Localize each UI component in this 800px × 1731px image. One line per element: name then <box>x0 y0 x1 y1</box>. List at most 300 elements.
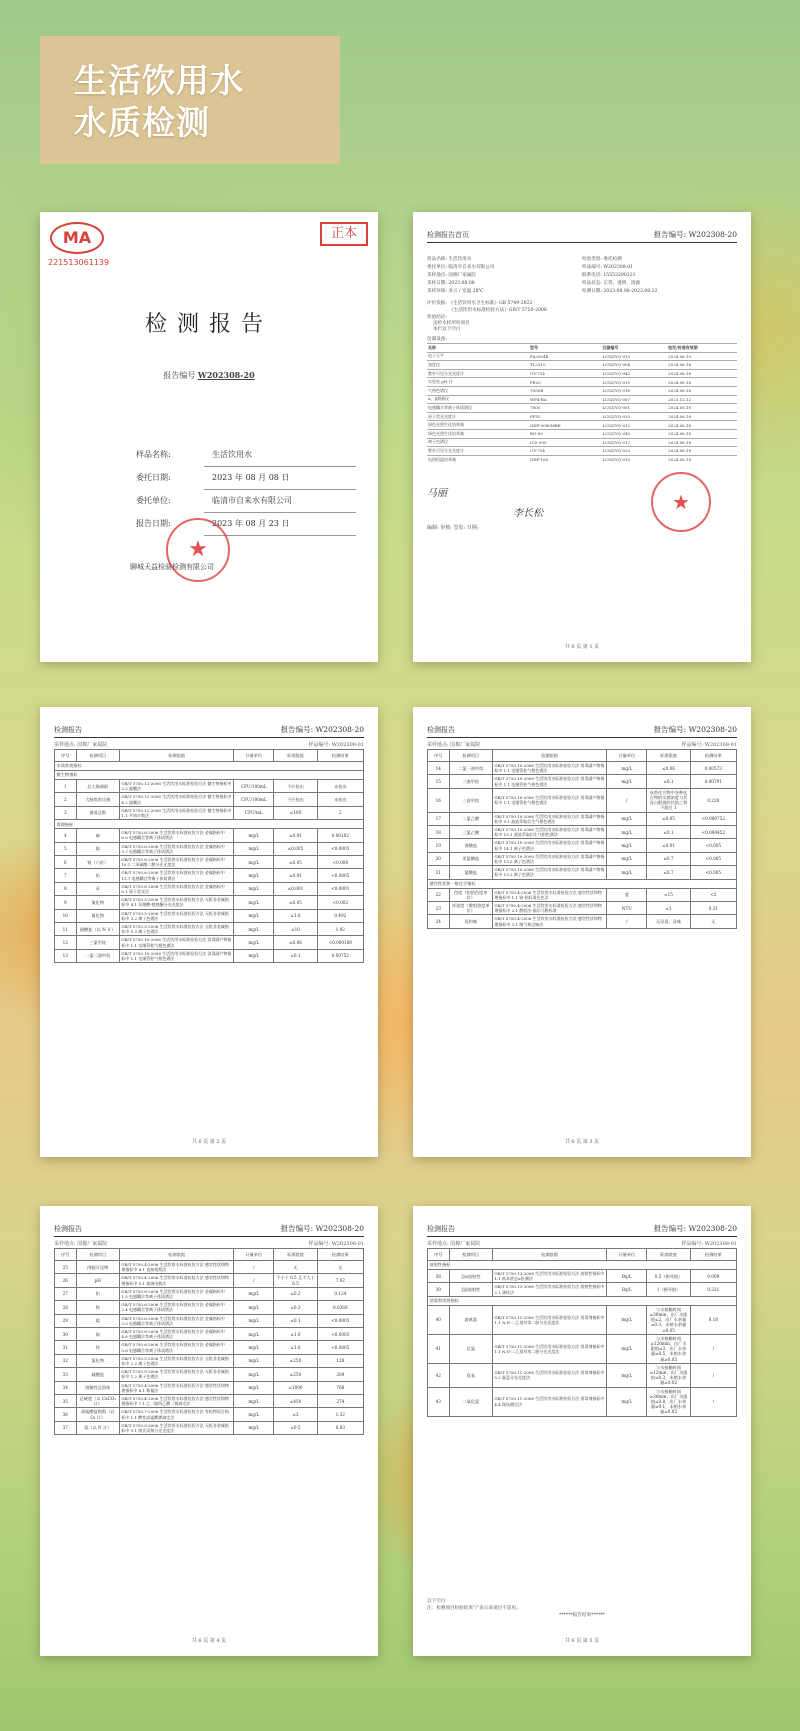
results-head-cell: 序号 <box>55 750 77 762</box>
results-head-cell: 检测项目 <box>449 1249 492 1261</box>
results-head-cell: 检测项目 <box>76 1249 119 1261</box>
equipment-cell: LCSZ/YQ-012 <box>601 421 667 430</box>
results-row <box>55 1368 364 1381</box>
original-copy-stamp: 正本 <box>320 222 368 246</box>
evaluation-basis <box>427 300 737 314</box>
sampling-site: 采样地点: 国棉厂家属院 <box>427 742 481 748</box>
results-head-cell: 检测结果 <box>690 750 736 762</box>
equipment-cell: 原子荧光光度计 <box>427 412 529 421</box>
results-cell-result: 1.32 <box>317 1408 363 1421</box>
results-cell-item: 溶解性总固体 <box>76 1381 119 1394</box>
results-cell-no: 7 <box>55 869 77 882</box>
results-cell-limit: ≤10 <box>274 923 317 936</box>
results-cell-method: GB/T 5750.4-2006 生活饮用水标准检验方法 感官性状和物理指标中 2.1 散射法-福尔马肼标准 <box>492 902 606 915</box>
page-header <box>427 226 737 240</box>
results-cell-limit: ≤1000 <box>274 1381 317 1394</box>
results-cell-item: 硝酸盐（以 N 计） <box>76 923 119 936</box>
cover-field-row <box>136 444 356 467</box>
equipment-cell: LCSZ/YQ-016 <box>601 386 667 395</box>
results-row <box>55 856 364 869</box>
results-cell-method: GB/T 5750.13-2006 生活饮用水标准检验方法 放射性指标中 1.1 低本底总α检测法 <box>492 1270 606 1283</box>
results-cell-item: 二氯乙酸 <box>449 812 492 825</box>
equipment-cell: LCSZ/YQ-010 <box>601 455 667 463</box>
equipment-cell: 2024.06.16 <box>667 378 737 387</box>
results-row <box>428 839 737 852</box>
conclusion-label: 检验结论: <box>427 315 447 320</box>
report-end: ******报告结束****** <box>559 1613 605 1618</box>
results-cell-unit: mg/L <box>234 1395 274 1408</box>
equipment-row <box>427 412 737 421</box>
results-cell-unit: mg/L <box>234 1287 274 1300</box>
equipment-cell: FA2004B <box>529 352 601 361</box>
page-header-report-no: 报告编号: W202308-20 <box>653 725 737 734</box>
results-cell-unit: mg/L <box>234 856 274 869</box>
equipment-cell: 绿色光照生化培养箱 <box>427 429 529 438</box>
results-cell-method: GB/T 5750.4-2006 生活饮用水标准检验方法 感官性状和物理指标中 3.1 嗅气和尝味法 <box>492 915 606 928</box>
results-cell-unit: CFU/100mL <box>234 793 274 806</box>
results-cell-item: 氰化物 <box>76 896 119 909</box>
results-cell-no: 30 <box>55 1328 77 1341</box>
results-cell-result: <0.0005 <box>317 1314 363 1327</box>
results-group-row <box>428 879 737 888</box>
results-row <box>428 775 737 788</box>
results-cell-item: 铜 <box>76 1328 119 1341</box>
results-row <box>55 1328 364 1341</box>
remark-text: 本栏以下空白 <box>433 327 461 332</box>
results-group-row <box>428 1261 737 1270</box>
results-cell-method: GB/T 5750.6-2006 生活饮用水标准检验方法 金属指标中 3.5 电感耦合等离子体质谱法 <box>119 1314 233 1327</box>
remark <box>427 326 737 333</box>
equipment-cell: LCSZ/YQ-001 <box>601 404 667 413</box>
basis-item: 《生活饮用水标准检验方法》GB/T 5750-2006 <box>449 308 547 313</box>
results-cell-limit: 不应检出 <box>274 793 317 806</box>
equipment-list <box>427 336 737 463</box>
results-cell-unit: mg/L <box>234 909 274 922</box>
cover-field-value: 2023 年 08 月 08 日 <box>204 467 356 490</box>
results-cell-result: 0.00573 <box>690 762 736 775</box>
results-group-label: 微生物指标 <box>55 771 364 780</box>
results-cell-method: GB/T 5750.4-2006 生活饮用水标准检验方法 感官性状和物理指标中 5.1 玻璃电极法 <box>119 1274 233 1287</box>
equipment-row <box>427 404 737 413</box>
results-cell-method: GB/T 5750.6-2006 生活饮用水标准检验方法 金属指标中 10.1 二苯碳酰二肼分光光度法 <box>119 856 233 869</box>
results-cell-result: 0.009 <box>690 1270 736 1283</box>
results-cell-unit: mg/L <box>607 852 647 865</box>
results-cell-result: <0.000180 <box>317 936 363 949</box>
results-head-cell: 检测依据 <box>492 1249 606 1261</box>
results-cell-item: 总α放射性 <box>449 1270 492 1283</box>
results-cell-unit: mg/L <box>234 936 274 949</box>
results-row <box>55 780 364 793</box>
equipment-cell: 紫外可见分光光度计 <box>427 369 529 378</box>
equip-head-cell: 型号 <box>529 344 601 353</box>
results-row <box>428 852 737 865</box>
cover-field-label: 报告日期: <box>136 519 171 528</box>
results-cell-no: 32 <box>55 1354 77 1367</box>
results-cell-result: <0.005 <box>690 839 736 852</box>
page-header-title: 检测报告 <box>54 1225 82 1233</box>
results-group-row <box>55 762 364 771</box>
cover-field-value: 2023 年 08 月 23 日 <box>204 513 356 536</box>
results-cell-no: 9 <box>55 896 77 909</box>
cover-title: 检测报告 <box>144 312 273 337</box>
page-footer: 共 6 页 第 1 页 <box>564 644 600 650</box>
results-cell-unit: / <box>607 788 647 812</box>
equipment-cell: 2024.06.18 <box>667 412 737 421</box>
results-cell-no: 40 <box>428 1305 450 1334</box>
results-cell-no: 43 <box>428 1387 450 1416</box>
equipment-cell: 绿色光照生化培养箱 <box>427 421 529 430</box>
page-subheader <box>54 741 364 748</box>
results-cell-no: 28 <box>55 1301 77 1314</box>
results-cell-no: 2 <box>55 793 77 806</box>
results-cell-item: 浑浊度（散射浊度单位） <box>449 902 492 915</box>
equipment-cell: UV-754 <box>529 447 601 456</box>
results-group-label: 放射性指标 <box>428 1261 737 1270</box>
results-cell-no: 42 <box>428 1363 450 1387</box>
results-cell-unit: mg/L <box>607 1387 647 1416</box>
sampling-site: 采样地点: 国棉厂家属院 <box>54 742 108 748</box>
results-cell-no: 26 <box>55 1274 77 1287</box>
results-cell-method: GB/T 5750.5-2006 生活饮用水标准检验方法 无机非金属指标中 4.1 异烟酸-吡唑酮分光光度法 <box>119 896 233 909</box>
results-cell-no: 36 <box>55 1408 77 1421</box>
results-cell-result: 0.00752 <box>317 949 363 962</box>
results-row <box>428 826 737 839</box>
results-cell-unit: mg/L <box>234 869 274 882</box>
results-cell-item: pH <box>76 1274 119 1287</box>
results-head-cell: 标准限值 <box>274 750 317 762</box>
results-head-cell: 检测结果 <box>317 1249 363 1261</box>
results-cell-result: <0.000452 <box>690 826 736 839</box>
results-cell-result: 无 <box>690 915 736 928</box>
results-row <box>55 1421 364 1434</box>
sample-info-row <box>427 256 737 264</box>
results-head-cell: 序号 <box>428 750 450 762</box>
equipment-cell: 2024.06.16 <box>667 369 737 378</box>
results-cell-no: 27 <box>55 1287 77 1300</box>
results-cell-limit: ≤0.1 <box>274 1314 317 1327</box>
results-cell-item: 二氯一溴甲烷 <box>449 762 492 775</box>
results-cell-limit: ≤0.2 <box>274 1287 317 1300</box>
results-cell-limit: 0.5（指导值） <box>647 1270 690 1283</box>
equipment-cell: 2024.06.18 <box>667 447 737 456</box>
info-cell: 样品状态: 正常、透明、清澈 <box>582 281 641 286</box>
results-head-row <box>428 1249 737 1261</box>
results-row <box>428 762 737 775</box>
equipment-cell: WF4-RA <box>529 395 601 404</box>
equipment-cell: LCSZ/YQ-067 <box>601 395 667 404</box>
results-row <box>428 1283 737 1296</box>
results-cell-method: GB/T 5750.10-2006 生活饮用水标准检验方法 消毒副产物指标中 1.1 毛细管柱气相色谱法 <box>492 775 606 788</box>
results-cell-method: GB/T 5750.6-2006 生活饮用水标准检验方法 金属指标中 5.6 电感耦合等离子体质谱法 <box>119 1341 233 1354</box>
equipment-cell: 7800 <box>529 404 601 413</box>
results-cell-result: 0.124 <box>317 1287 363 1300</box>
page-header <box>54 1220 364 1234</box>
results-row <box>55 923 364 936</box>
cma-number: 221513061139 <box>48 258 110 267</box>
conclusion-value: 送检水样所检项目 <box>433 321 470 326</box>
results-cell-method: GB/T 5750.4-2006 生活饮用水标准检验方法 感官性状和物理指标中 7.1 乙二胺四乙酸二钠滴定法 <box>119 1395 233 1408</box>
results-cell-unit: mg/L <box>234 1354 274 1367</box>
equipment-cell: FE20 <box>529 378 601 387</box>
results-cell-limit: ≤0.05 <box>647 812 690 825</box>
results-cell-no: 20 <box>428 852 450 865</box>
results-cell-method: GB/T 5750.4-2006 生活饮用水标准检验方法 感官性状和物理指标中 4.1 直接观察法 <box>119 1261 233 1274</box>
results-cell-unit: mg/L <box>234 1381 274 1394</box>
results-cell-method: GB/T 5750.10-2006 生活饮用水标准检验方法 消毒副产物指标中 1.1 毛细管柱气相色谱法 <box>119 936 233 949</box>
sample-number: 样品编号: W202308-01 <box>681 742 737 748</box>
sample-info-row <box>427 280 737 288</box>
results-cell-no: 25 <box>55 1261 77 1274</box>
results-cell-limit: ≤450 <box>274 1395 317 1408</box>
results-cell-no: 5 <box>55 842 77 855</box>
header-rule <box>427 1236 737 1237</box>
results-cell-limit: ≤0.1 <box>647 826 690 839</box>
results-cell-method: GB/T 5750.11-2006 生活饮用水标准检验方法 消毒剂指标中 4.4 现场测定法 <box>492 1387 606 1416</box>
sampling-site: 采样地点: 国棉厂家属院 <box>427 1241 481 1247</box>
equipment-row <box>427 386 737 395</box>
results-cell-item: 汞 <box>76 882 119 895</box>
results-group-row <box>55 771 364 780</box>
results-row <box>55 869 364 882</box>
equipment-cell: LCSZ/YQ-013 <box>601 352 667 361</box>
results-cell-item: 菌落总数 <box>76 806 119 819</box>
results-cell-unit: mg/L <box>234 923 274 936</box>
blank-note: 以下空白 <box>427 1599 446 1604</box>
results-cell-unit: mg/L <box>234 829 274 842</box>
results-cell-unit: mg/L <box>607 762 647 775</box>
results-cell-method: GB/T 5750.6-2006 生活饮用水标准检验方法 金属指标中 11.7 电感耦合等离子体质谱法 <box>119 869 233 882</box>
results-table <box>427 749 737 929</box>
results-head-cell: 标准限值 <box>647 750 690 762</box>
results-cell-limit: ≤0.3 <box>274 1301 317 1314</box>
page-header-report-no: 报告编号: W202308-20 <box>653 1224 737 1233</box>
results-cell-result: <0.005 <box>690 852 736 865</box>
results-head-cell: 检测项目 <box>449 750 492 762</box>
results-cell-no: 18 <box>428 826 450 839</box>
results-row <box>428 915 737 928</box>
results-page-5 <box>413 1206 751 1656</box>
results-row <box>428 888 737 901</box>
results-cell-no: 33 <box>55 1368 77 1381</box>
results-cell-limit: ≤1.0 <box>274 909 317 922</box>
equipment-cell: 2024.06.18 <box>667 455 737 463</box>
equipment-label: 仪器设备: <box>427 337 447 342</box>
results-cell-result: 209 <box>317 1368 363 1381</box>
banner-line-2: 水质检测 <box>74 103 210 142</box>
results-cell-result: 0.220 <box>690 788 736 812</box>
equipment-cell: LCSZ/YQ-042 <box>601 369 667 378</box>
results-cell-result: 0.00791 <box>690 775 736 788</box>
results-row <box>55 1314 364 1327</box>
results-cell-unit: CFU/100mL <box>234 780 274 793</box>
results-cell-item: 二氧化氯 <box>449 1387 492 1416</box>
results-cell-limit: ≤15 <box>647 888 690 901</box>
results-head-cell: 标准限值 <box>274 1249 317 1261</box>
results-cell-no: 19 <box>428 839 450 852</box>
results-row <box>55 1287 364 1300</box>
results-cell-no: 13 <box>55 949 77 962</box>
results-cell-no: 29 <box>55 1314 77 1327</box>
results-cell-unit: mg/L <box>234 1408 274 1421</box>
official-seal-icon: ★ <box>166 518 230 582</box>
results-cell-result: 128 <box>317 1354 363 1367</box>
equipment-row <box>427 447 737 456</box>
results-cell-limit: 不应检出 <box>274 780 317 793</box>
equipment-cell: UV-754 <box>529 369 601 378</box>
results-cell-no: 22 <box>428 888 450 901</box>
info-cell: 联系电话: 15553290321 <box>582 273 636 278</box>
equipment-cell: 电感耦合等离子体质谱仪 <box>427 404 529 413</box>
results-cell-result: 0.0368 <box>317 1301 363 1314</box>
equip-head-cell: 检定/校准有效期 <box>667 344 737 353</box>
equipment-cell: 2024.06.18 <box>667 429 737 438</box>
equipment-cell: LCSZ/YQ-015 <box>601 378 667 387</box>
cover-field-row <box>136 467 356 490</box>
results-cell-method: GB/T 5750.10-2006 生活饮用水标准检验方法 消毒副产物指标中 10.1 液液萃取衍生气相色谱法 <box>492 826 606 839</box>
results-group-label: 感官性状和一般化学指标 <box>428 879 737 888</box>
results-cell-item: 铝 <box>76 1287 119 1300</box>
results-cell-result: 0.492 <box>317 909 363 922</box>
results-cell-method: GB/T 5750.12-2006 生活饮用水标准检验方法 微生物指标中 1.1 平皿计数法 <box>119 806 233 819</box>
cover-issuer: 聊城天益检验检测有限公司 <box>130 563 214 571</box>
results-row <box>428 1387 737 1416</box>
results-cell-unit: mg/L <box>607 826 647 839</box>
results-table <box>54 1248 364 1435</box>
results-head-cell: 检测结果 <box>690 1249 736 1261</box>
results-cell-item: 三卤甲烷 <box>449 788 492 812</box>
results-cell-limit: ≤0.005 <box>274 842 317 855</box>
results-cell-limit: 与水接触时间≥120min，出厂水限值≤3，出厂水余量≥0.5，末梢水余量≥0.05 <box>647 1334 690 1363</box>
equipment-cell: 离子色谱仪 <box>427 438 529 447</box>
equipment-table <box>427 343 737 463</box>
results-cell-no: 38 <box>428 1270 450 1283</box>
results-cell-method: GB/T 5750.5-2006 生活饮用水标准检验方法 无机非金属指标中 3.2 离子色谱法 <box>119 909 233 922</box>
results-cell-limit: ≤250 <box>274 1368 317 1381</box>
results-cell-item: 铬（六价） <box>76 856 119 869</box>
results-head-cell: 序号 <box>55 1249 77 1261</box>
results-cell-result: <0.0005 <box>317 1328 363 1341</box>
results-cell-unit: Bq/L <box>607 1283 647 1296</box>
results-cell-limit: ≤0.5 <box>274 1421 317 1434</box>
results-cell-no: 37 <box>55 1421 77 1434</box>
equip-head-cell: 名称 <box>427 344 529 353</box>
official-seal-icon: ★ <box>651 472 711 532</box>
results-cell-item: 大肠埃希氏菌 <box>76 793 119 806</box>
page-footer: 共 6 页 第 3 页 <box>564 1139 600 1145</box>
header-rule <box>54 737 364 738</box>
results-group-row <box>55 820 364 829</box>
equipment-cell: LCSZ/YQ-017 <box>601 438 667 447</box>
results-cell-unit: mg/L <box>234 1421 274 1434</box>
page-header-title: 检测报告 <box>427 1225 455 1233</box>
cover-report-number <box>40 370 378 381</box>
results-cell-limit: 该类化合物中各种化合物的实测浓度与其各自限值的比值之和不超过 1 <box>647 788 690 812</box>
results-cell-item: 游离氯 <box>449 1305 492 1334</box>
report-number-label: 报告编号 <box>163 371 196 380</box>
results-cell-method: GB/T 5750.4-2006 生活饮用水标准检验方法 感官性状和物理指标中 1.1 铂-钴标准比色法 <box>492 888 606 901</box>
page-subheader <box>54 1240 364 1247</box>
page-header-report-no: 报告编号: W202308-20 <box>653 230 737 239</box>
results-cell-result: <0.0005 <box>317 869 363 882</box>
sample-info-row <box>427 272 737 280</box>
results-cell-item: 臭和味 <box>449 915 492 928</box>
results-cell-item: 硫酸盐 <box>76 1368 119 1381</box>
results-cell-limit: ≤0.06 <box>647 762 690 775</box>
results-cell-result: 2 <box>317 806 363 819</box>
results-cell-unit: 度 <box>607 888 647 901</box>
results-cell-no: 6 <box>55 856 77 869</box>
results-cell-limit: ≤0.7 <box>647 852 690 865</box>
results-cell-no: 15 <box>428 775 450 788</box>
results-cell-item: 一氯二溴甲烷 <box>76 949 119 962</box>
results-head-cell: 检测项目 <box>76 750 119 762</box>
equipment-cell: DHP-160 <box>529 455 601 463</box>
results-cell-result: 0.31 <box>690 902 736 915</box>
results-cell-item: 总β放射性 <box>449 1283 492 1296</box>
page-header-report-no: 报告编号: W202308-20 <box>280 725 364 734</box>
results-cell-item: 总大肠菌群 <box>76 780 119 793</box>
page-footer: 共 6 页 第 4 页 <box>191 1638 227 1644</box>
results-cell-limit: ≤0.01 <box>647 839 690 852</box>
results-row <box>55 1261 364 1274</box>
results-table <box>54 749 364 963</box>
results-cell-result: 无 <box>317 1261 363 1274</box>
results-row <box>428 1305 737 1334</box>
sample-number: 样品编号: W202308-01 <box>308 1241 364 1247</box>
info-cell: 样品编号: W202308-01 <box>582 265 634 270</box>
results-row <box>55 936 364 949</box>
results-cell-limit: 与水接触时间≥30min，出厂水限值≤2，出厂水余量≥0.3，末梢水余量≥0.05 <box>647 1305 690 1334</box>
results-cell-unit: mg/L <box>234 842 274 855</box>
basis-item: 《生活饮用水卫生标准》GB 5749-2022 <box>448 301 533 306</box>
results-cell-item: 肉眼可见物 <box>76 1261 119 1274</box>
results-cell-result: <0.000752 <box>690 812 736 825</box>
equipment-cell: LCSZ/YQ-033 <box>601 412 667 421</box>
results-cell-result: 0.221 <box>690 1283 736 1296</box>
results-cell-method: GB/T 5750.5-2006 生活饮用水标准检验方法 无机非金属指标中 1.2 离子色谱法 <box>119 1368 233 1381</box>
info-cell: 采样日期: 2023.08.08 <box>427 281 475 286</box>
results-cell-method: GB/T 5750.5-2006 生活饮用水标准检验方法 无机非金属指标中 5.3 离子色谱法 <box>119 923 233 936</box>
equipment-cell: 2024.06.18 <box>667 404 737 413</box>
results-cell-result: 未检出 <box>317 780 363 793</box>
results-cell-limit: 不小于 6.5 且不大于 8.5 <box>274 1274 317 1287</box>
results-cell-limit: 1（指导值） <box>647 1283 690 1296</box>
equipment-cell: 气相色谱仪 <box>427 386 529 395</box>
signature-roles-text: 编制: 审核: 签发: 日期: <box>427 525 479 531</box>
header-rule <box>427 737 737 738</box>
results-row <box>55 1408 364 1421</box>
results-row <box>55 806 364 819</box>
results-cell-unit: mg/L <box>607 839 647 852</box>
results-group-label: 毒理指标 <box>55 820 364 829</box>
cover-field-label: 样品名称: <box>136 450 171 459</box>
page-header-title: 检测报告 <box>54 726 82 734</box>
equipment-cell: TL2310 <box>529 361 601 370</box>
results-cell-item: 锰 <box>76 1314 119 1327</box>
page-header <box>427 1220 737 1234</box>
report-end-notes <box>427 1598 737 1619</box>
equipment-row <box>427 438 737 447</box>
results-cell-method: GB/T 5750.10-2006 生活饮用水标准检验方法 消毒副产物指标中 14.1 离子色谱法 <box>492 839 606 852</box>
results-cell-limit: ≤1.0 <box>274 1341 317 1354</box>
results-cell-unit: mg/L <box>234 1314 274 1327</box>
results-cell-limit: 与水接触时间≥30min，出厂水限值≤0.8，出厂水余量≥0.1，末梢水余量≥0.02 <box>647 1387 690 1416</box>
report-first-page <box>413 212 751 662</box>
page-header-title: 检测报告首页 <box>427 231 469 239</box>
header-rule <box>427 242 737 243</box>
results-cell-unit: mg/L <box>607 1305 647 1334</box>
cover-field-value: 临清市自来水有限公司 <box>204 490 356 513</box>
